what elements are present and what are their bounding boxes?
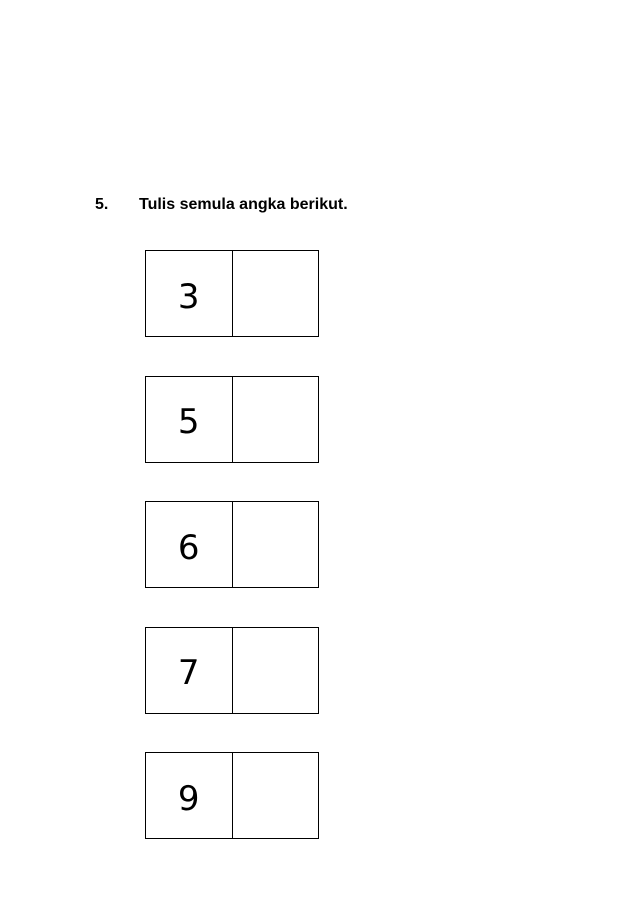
question-heading — [95, 196, 348, 214]
digit-cell: 9 — [146, 753, 233, 838]
digit-row — [145, 376, 319, 463]
answer-box[interactable] — [233, 251, 319, 336]
answer-box[interactable] — [233, 377, 319, 462]
digit-row — [145, 501, 319, 588]
digit-cell: 5 — [146, 377, 233, 462]
answer-box[interactable] — [233, 628, 319, 713]
question-number: 5. — [95, 196, 109, 213]
digit-boxes — [145, 250, 320, 878]
answer-box[interactable] — [233, 753, 319, 838]
digit-row — [145, 627, 319, 714]
digit-cell: 7 — [146, 628, 233, 713]
answer-box[interactable] — [233, 502, 319, 587]
digit-cell: 3 — [146, 251, 233, 336]
question-text: Tulis semula angka berikut. — [139, 196, 348, 213]
digit-row — [145, 250, 319, 337]
digit-cell: 6 — [146, 502, 233, 587]
digit-row — [145, 752, 319, 839]
